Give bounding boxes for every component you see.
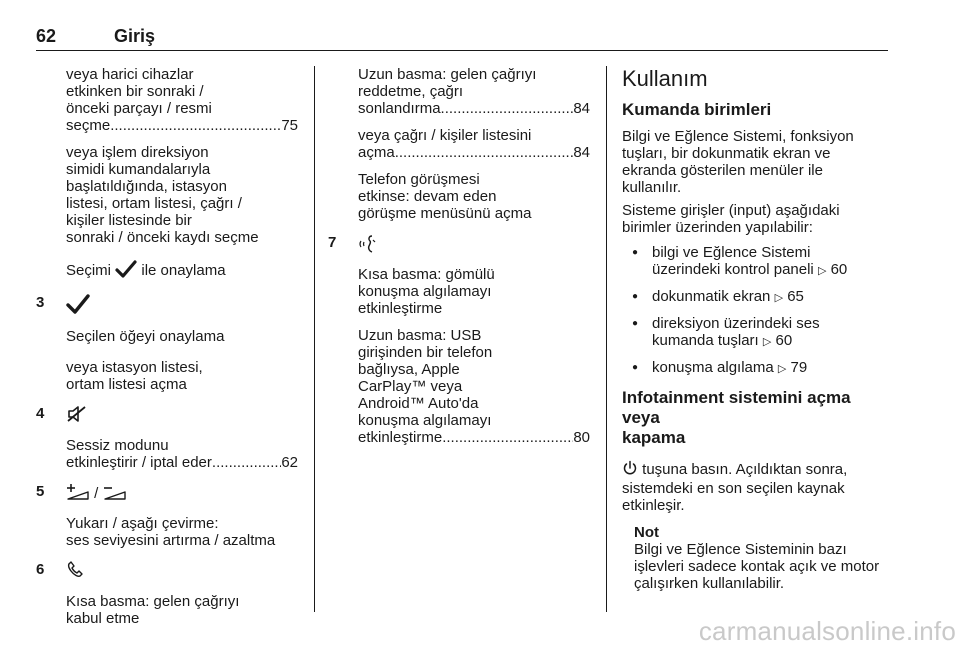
note-box bbox=[634, 524, 890, 592]
col3-para-2 bbox=[622, 202, 890, 236]
toc-text: sonlandırma bbox=[358, 100, 441, 117]
toc-leader bbox=[441, 100, 574, 117]
mute-icon bbox=[66, 405, 88, 427]
text-line: birimler üzerinden yapılabilir: bbox=[622, 219, 813, 236]
text-line: ekranda gösterilen menüler ile bbox=[622, 162, 823, 179]
text-line: konuşma algılamayı bbox=[358, 412, 492, 429]
text-line: etkinse: devam eden bbox=[358, 188, 497, 205]
col1-para-2 bbox=[36, 144, 298, 246]
list-item bbox=[622, 315, 890, 351]
checkmark-icon bbox=[66, 294, 90, 318]
text-line: sonraki / önceki kaydı seçme bbox=[66, 229, 259, 246]
toc-text: seçme bbox=[66, 117, 111, 134]
text-line: önceki parçayı / resmi bbox=[66, 100, 212, 117]
toc-line bbox=[358, 100, 590, 117]
subsection-title-power bbox=[622, 388, 890, 448]
text-line: ● bilgi ve Eğlence Sistemi bbox=[652, 244, 811, 261]
text-line: Uzun basma: USB bbox=[358, 327, 482, 344]
text-line: simidi kumandalarıyla bbox=[66, 161, 211, 178]
entry-3-para-2 bbox=[36, 359, 298, 393]
column-divider-1 bbox=[314, 66, 315, 612]
column-1 bbox=[36, 66, 298, 627]
text-line: dokunmatik ekran bbox=[652, 288, 771, 305]
entry-number: 5 bbox=[36, 483, 45, 500]
volume-up-icon bbox=[66, 483, 90, 505]
toc-leader bbox=[395, 144, 574, 161]
text-line: Android™ Auto'da bbox=[358, 395, 479, 412]
entry-number: 6 bbox=[36, 561, 45, 578]
text-line: kullanılır. bbox=[622, 179, 682, 196]
input-units-list bbox=[622, 244, 890, 378]
text-line: Sisteme girişler (input) aşağıdaki bbox=[622, 202, 840, 219]
text-line: veya istasyon listesi, bbox=[66, 359, 203, 376]
col1-para-1 bbox=[36, 66, 298, 134]
reference-arrow-icon: ▷ bbox=[762, 336, 772, 348]
text-line: Seçilen öğeyi onaylama bbox=[66, 328, 225, 345]
text-line: tuşları, bir dokunmatik ekran ve bbox=[622, 145, 831, 162]
text-line: veya harici cihazlar bbox=[66, 66, 194, 83]
text-line: ses seviyesini artırma / azaltma bbox=[66, 532, 276, 549]
toc-text: etkinleştirme bbox=[358, 429, 443, 446]
page-ref[interactable]: 60 bbox=[775, 332, 793, 349]
page-ref[interactable]: 65 bbox=[787, 288, 804, 305]
page-ref: 62 bbox=[281, 454, 298, 471]
text-line: listesi, ortam listesi, çağrı / bbox=[66, 195, 242, 212]
text-line: kişiler listesinde bir bbox=[66, 212, 192, 229]
entry-6 bbox=[36, 561, 298, 583]
power-icon bbox=[622, 460, 638, 480]
text-line: CarPlay™ veya bbox=[358, 378, 463, 395]
list-item bbox=[622, 359, 890, 378]
text-line: üzerindeki kontrol paneli bbox=[652, 261, 814, 278]
text-line: ● direksiyon üzerindeki ses bbox=[652, 315, 820, 332]
entry-7-para-1 bbox=[328, 266, 590, 317]
toc-text: etkinleştirir / iptal eder bbox=[66, 454, 212, 471]
voice-control-icon bbox=[358, 234, 380, 258]
text-line: kapama bbox=[622, 428, 686, 447]
text-line: reddetme, çağrı bbox=[358, 83, 464, 100]
text-line: ortam listesi açma bbox=[66, 376, 187, 393]
header-rule bbox=[36, 50, 888, 51]
entry-number: 3 bbox=[36, 294, 45, 311]
toc-line bbox=[358, 144, 590, 161]
checkmark-icon bbox=[115, 260, 137, 282]
text-line: görüşme menüsünü açma bbox=[358, 205, 532, 222]
text-line: Telefon görüşmesi bbox=[358, 171, 480, 188]
text-line: etkinleştirme bbox=[358, 300, 443, 317]
text-line: etkinken bir sonraki / bbox=[66, 83, 204, 100]
col1-para-3 bbox=[36, 260, 298, 282]
page-ref[interactable]: 79 bbox=[790, 359, 808, 376]
page-title: Giriş bbox=[114, 26, 156, 46]
entry-number: 7 bbox=[328, 234, 337, 251]
note-title: Not bbox=[634, 524, 659, 541]
text-line: çalışırken kullanılabilir. bbox=[634, 575, 785, 592]
entry-6-text bbox=[36, 593, 298, 627]
page-ref: 84 bbox=[573, 100, 590, 117]
entry-number: 4 bbox=[36, 405, 45, 422]
col2-para-2 bbox=[328, 127, 590, 161]
text-line: Sessiz modunu bbox=[66, 437, 169, 454]
text-line: sistemdeki en son seçilen kaynak bbox=[622, 480, 845, 497]
column-divider-2 bbox=[606, 66, 607, 612]
text-line: konuşma algılamayı bbox=[358, 283, 492, 300]
volume-down-icon bbox=[103, 483, 127, 505]
text-line: tuşuna basın. Açıldıktan sonra, bbox=[642, 460, 848, 478]
page-header bbox=[36, 28, 888, 50]
text-line: girişinden bir telefon bbox=[358, 344, 493, 361]
reference-arrow-icon: ▷ bbox=[817, 265, 827, 277]
toc-line bbox=[358, 429, 590, 446]
page-ref[interactable]: 60 bbox=[830, 261, 848, 278]
entry-4 bbox=[36, 405, 298, 427]
entry-5-text bbox=[36, 515, 298, 549]
entry-4-text bbox=[36, 437, 298, 471]
subsection-title: Kumanda birimleri bbox=[622, 100, 772, 119]
text-line: bağlıysa, Apple bbox=[358, 361, 460, 378]
page-ref: 80 bbox=[573, 429, 590, 446]
column-2 bbox=[328, 66, 590, 446]
text-line: işlevleri sadece kontak açık ve motor bbox=[634, 558, 880, 575]
entry-5 bbox=[36, 483, 298, 505]
list-item bbox=[622, 288, 890, 307]
text-line: etkinleşir. bbox=[622, 497, 685, 514]
entry-7-para-2 bbox=[328, 327, 590, 446]
toc-line bbox=[66, 117, 298, 134]
list-item bbox=[622, 244, 890, 280]
separator: / bbox=[94, 484, 99, 502]
section-title: Kullanım bbox=[622, 66, 708, 91]
page-ref: 75 bbox=[281, 117, 298, 134]
entry-3-text bbox=[36, 328, 298, 345]
col2-para-3 bbox=[328, 171, 590, 222]
text-line: Infotainment sistemini açma veya bbox=[622, 388, 851, 427]
col2-para-1 bbox=[328, 66, 590, 117]
toc-leader bbox=[110, 117, 281, 134]
entry-3 bbox=[36, 294, 298, 318]
column-3 bbox=[622, 66, 890, 592]
toc-leader bbox=[442, 429, 573, 446]
page-ref: 84 bbox=[573, 144, 590, 161]
text-line: Yukarı / aşağı çevirme: bbox=[66, 515, 219, 532]
text-line: ile onaylama bbox=[141, 261, 226, 279]
toc-text: açma bbox=[358, 144, 395, 161]
text-line: veya işlem direksiyon bbox=[66, 144, 209, 161]
col3-para-1 bbox=[622, 128, 890, 196]
text-line: konuşma algılama bbox=[652, 359, 774, 376]
text-line: Kısa basma: gömülü bbox=[358, 266, 495, 283]
reference-arrow-icon: ▷ bbox=[777, 363, 787, 375]
text-line: Kısa basma: gelen çağrıyı bbox=[66, 593, 240, 610]
text-line: Bilgi ve Eğlence Sisteminin bazı bbox=[634, 541, 847, 558]
reference-arrow-icon: ▷ bbox=[774, 292, 784, 304]
text-line: veya çağrı / kişiler listesini bbox=[358, 127, 532, 144]
text-line: başlatıldığında, istasyon bbox=[66, 178, 227, 195]
entry-7 bbox=[328, 234, 590, 258]
toc-line bbox=[66, 454, 298, 471]
watermark: carmanualsonline.info bbox=[698, 616, 956, 646]
text-line: Bilgi ve Eğlence Sistemi, fonksiyon bbox=[622, 128, 854, 145]
col3-para-3 bbox=[622, 460, 890, 514]
phone-icon bbox=[66, 561, 86, 583]
text-line: kumanda tuşları bbox=[652, 332, 759, 349]
text-line: Seçimi bbox=[66, 261, 112, 279]
text-line: kabul etme bbox=[66, 610, 140, 627]
toc-leader bbox=[212, 454, 281, 471]
page-number: 62 bbox=[36, 26, 57, 46]
text-line: Uzun basma: gelen çağrıyı bbox=[358, 66, 537, 83]
